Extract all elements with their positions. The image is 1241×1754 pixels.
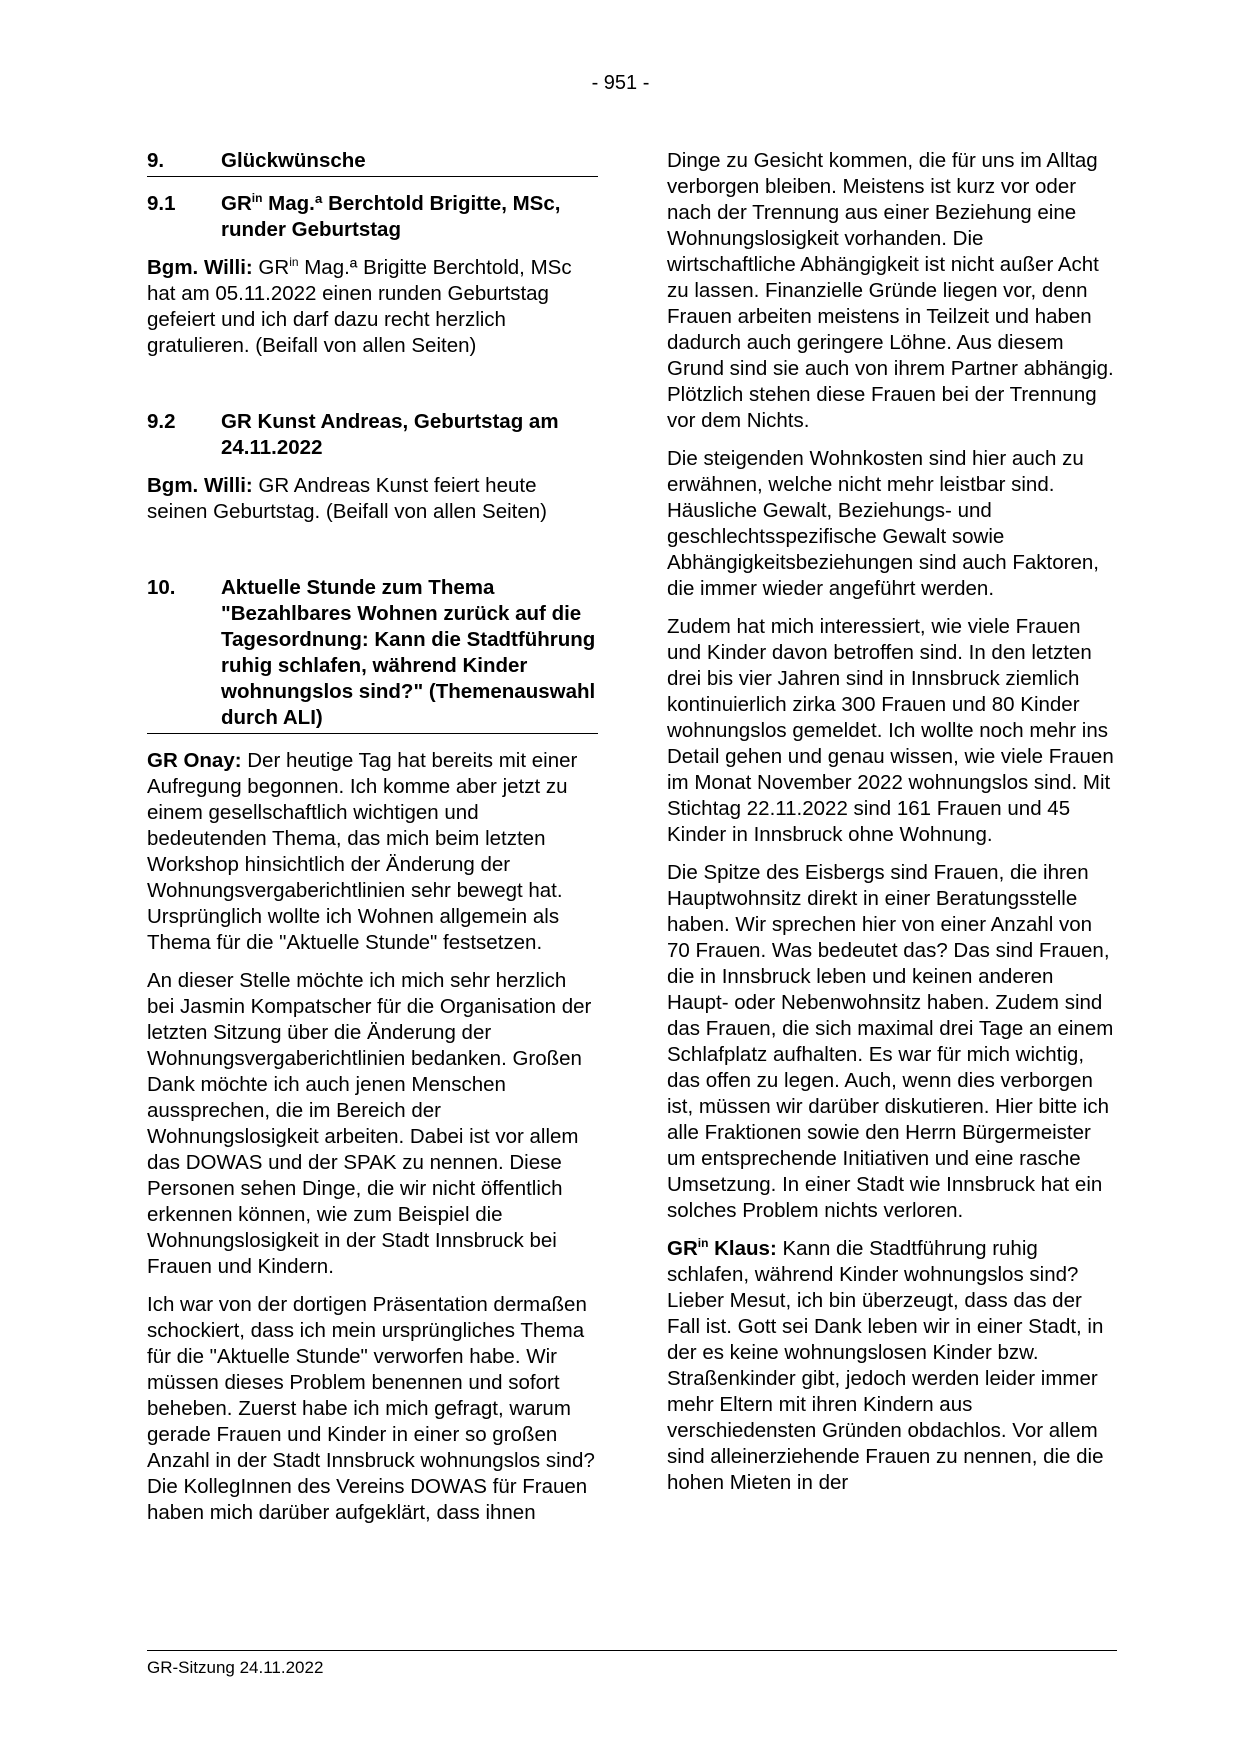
paragraph: Zudem hat mich interessiert, wie viele Frauen und Kinder davon betroffen sind. In den letzten drei bis vier Jahren sind in Innsbruck ziemlich kontinuierlich zirka 300 Frauen und 80 Kinder wohnungslos gemeldet. Ich wollte noch mehr ins Detail gehen und genau wissen, wie viele Frauen im Monat November 2022 wohnungslos sind. Mit Stichtag 22.11.2022 sind 161 Frauen und 45 Kinder in Innsbruck ohne Wohnung. (667, 615, 1114, 846)
paragraph: Ich war von der dortigen Präsentation dermaßen schockiert, dass ich mein ursprüngliches Thema für die "Aktuelle Stunde" verworfen habe. Wir müssen dieses Problem benennen und sofort beheben. Zuerst habe ich mich gefragt, warum gerade Frauen und Kinder in einer so großen Anzahl in der Stadt Innsbruck wohnungslos sind? Die KollegInnen des Vereins DOWAS für Frauen haben mich darüber aufgeklärt, dass ihnen (147, 1293, 595, 1524)
section-number: 10. (147, 576, 176, 599)
paragraph: Dinge zu Gesicht kommen, die für uns im Alltag verborgen bleiben. Meistens ist kurz vor oder nach der Trennung aus einer Beziehung eine Wohnungslosigkeit vorhanden. Die wirtschaftliche Abhängigkeit ist nicht außer Acht zu lassen. Finanzielle Gründe liegen vor, denn Frauen arbeiten meistens in Teilzeit und haben dadurch auch geringere Löhne. Aus diesem Grund sind sie auch von ihrem Partner abhängig. Plötzlich stehen diese Frauen bei der Trennung vor dem Nichts. (667, 149, 1114, 432)
section-9-1-heading (147, 191, 598, 243)
speaker-name: GR Onay: (147, 749, 242, 772)
paragraph: Die Spitze des Eisbergs sind Frauen, die ihren Hauptwohnsitz direkt in einer Beratungsstelle haben. Wir sprechen hier von einer Anzahl von 70 Frauen. Was bedeutet das? Das sind Frauen, die in Innsbruck leben und keinen anderen Haupt- oder Nebenwohnsitz haben. Zudem sind das Frauen, die sich maximal drei Tage an einem Schlafplatz aufhalten. Es war für mich wichtig, das offen zu legen. Auch, wenn dies verborgen ist, müssen wir darüber diskutieren. Hier bitte ich alle Fraktionen sowie den Herrn Bürgermeister um entsprechende Initiativen und eine rasche Umsetzung. In einer Stadt wie Innsbruck hat ein solches Problem nichts verloren. (667, 861, 1114, 1222)
speaker-name: $GR^{in}$ Klaus: (667, 1236, 777, 1260)
section-title: $GR^{in}$ Mag.ª Berchtold Brigitte, MSc, runder Geburtstag (221, 191, 561, 241)
footer-text: GR-Sitzung 24.11.2022 (147, 1658, 324, 1677)
section-title: Glückwünsche (221, 149, 366, 172)
left-column (147, 148, 598, 1538)
speaker-name: Bgm. Willi: (147, 474, 253, 497)
section-number: 9. (147, 149, 165, 172)
paragraph: GR Onay: Der heutige Tag hat bereits mit einer Aufregung begonnen. Ich komme aber jetzt zu einem gesellschaftlich wichtigen und bedeutenden Thema, das mich beim letzten Workshop hinsichtlich der Änderung der Wohnungsvergaberichtlinien sehr bewegt hat. Ursprünglich wollte ich Wohnen allgemein als Thema für die "Aktuelle Stunde" festsetzen. (147, 749, 578, 954)
right-column (667, 148, 1117, 1508)
paragraph: Bgm. Willi: GR Andreas Kunst feiert heute seinen Geburtstag. (Beifall von allen Seiten) (147, 474, 547, 523)
paragraph: $GR^{in}$ Klaus: Kann die Stadtführung ruhig schlafen, während Kinder wohnungslos sind? Lieber Mesut, ich bin überzeugt, dass das der Fall ist. Gott sei Dank leben wir in einer Stadt, in der es keine wohnungslosen Kinder bzw. Straßenkinder gibt, jedoch werden leider immer mehr Eltern mit ihren Kindern aus verschiedensten Gründen obdachlos. Vor allem sind alleinerziehende Frauen zu nennen, die die hohen Mieten in der (667, 1236, 1104, 1494)
section-number: 9.2 (147, 410, 176, 433)
paragraph: Die steigenden Wohnkosten sind hier auch zu erwähnen, welche nicht mehr leistbar sind. Häusliche Gewalt, Beziehungs- und geschlechtsspezifische Gewalt sowie Abhängigkeitsbeziehungen sind auch Faktoren, die immer wieder angeführt werden. (667, 447, 1099, 600)
section-title: GR Kunst Andreas, Geburtstag am 24.11.2022 (221, 410, 559, 459)
speaker-name: Bgm. Willi: (147, 256, 253, 279)
paragraph: Bgm. Willi: $GR^{in}$ Mag.ª Brigitte Berchtold, MSc hat am 05.11.2022 einen runden Geburtstag gefeiert und ich darf dazu recht herzlich gratulieren. (Beifall von allen Seiten) (147, 255, 572, 357)
footer-divider (147, 1650, 1117, 1651)
page-number: - 951 - (591, 72, 650, 94)
paragraph: An dieser Stelle möchte ich mich sehr herzlich bei Jasmin Kompatscher für die Organisation der letzten Sitzung über die Änderung der Wohnungsvergaberichtlinien bedanken. Großen Dank möchte ich auch jenen Menschen aussprechen, die im Bereich der Wohnungslosigkeit arbeiten. Dabei ist vor allem das DOWAS und der SPAK zu nennen. Diese Personen sehen Dinge, die wir nicht öffentlich erkennen können, wie zum Beispiel die Wohnungslosigkeit in der Stadt Innsbruck bei Frauen und Kindern. (147, 969, 592, 1278)
section-number: 9.1 (147, 192, 176, 215)
section-9-2-heading (147, 409, 598, 461)
section-10-heading (147, 575, 598, 734)
section-9-heading (147, 148, 598, 177)
section-title: Aktuelle Stunde zum Thema "Bezahlbares Wohnen zurück auf die Tagesordnung: Kann die Stadtführung ruhig schlafen, während Kinder wohnungslos sind?" (Themenauswahl durch ALI) (221, 576, 596, 729)
